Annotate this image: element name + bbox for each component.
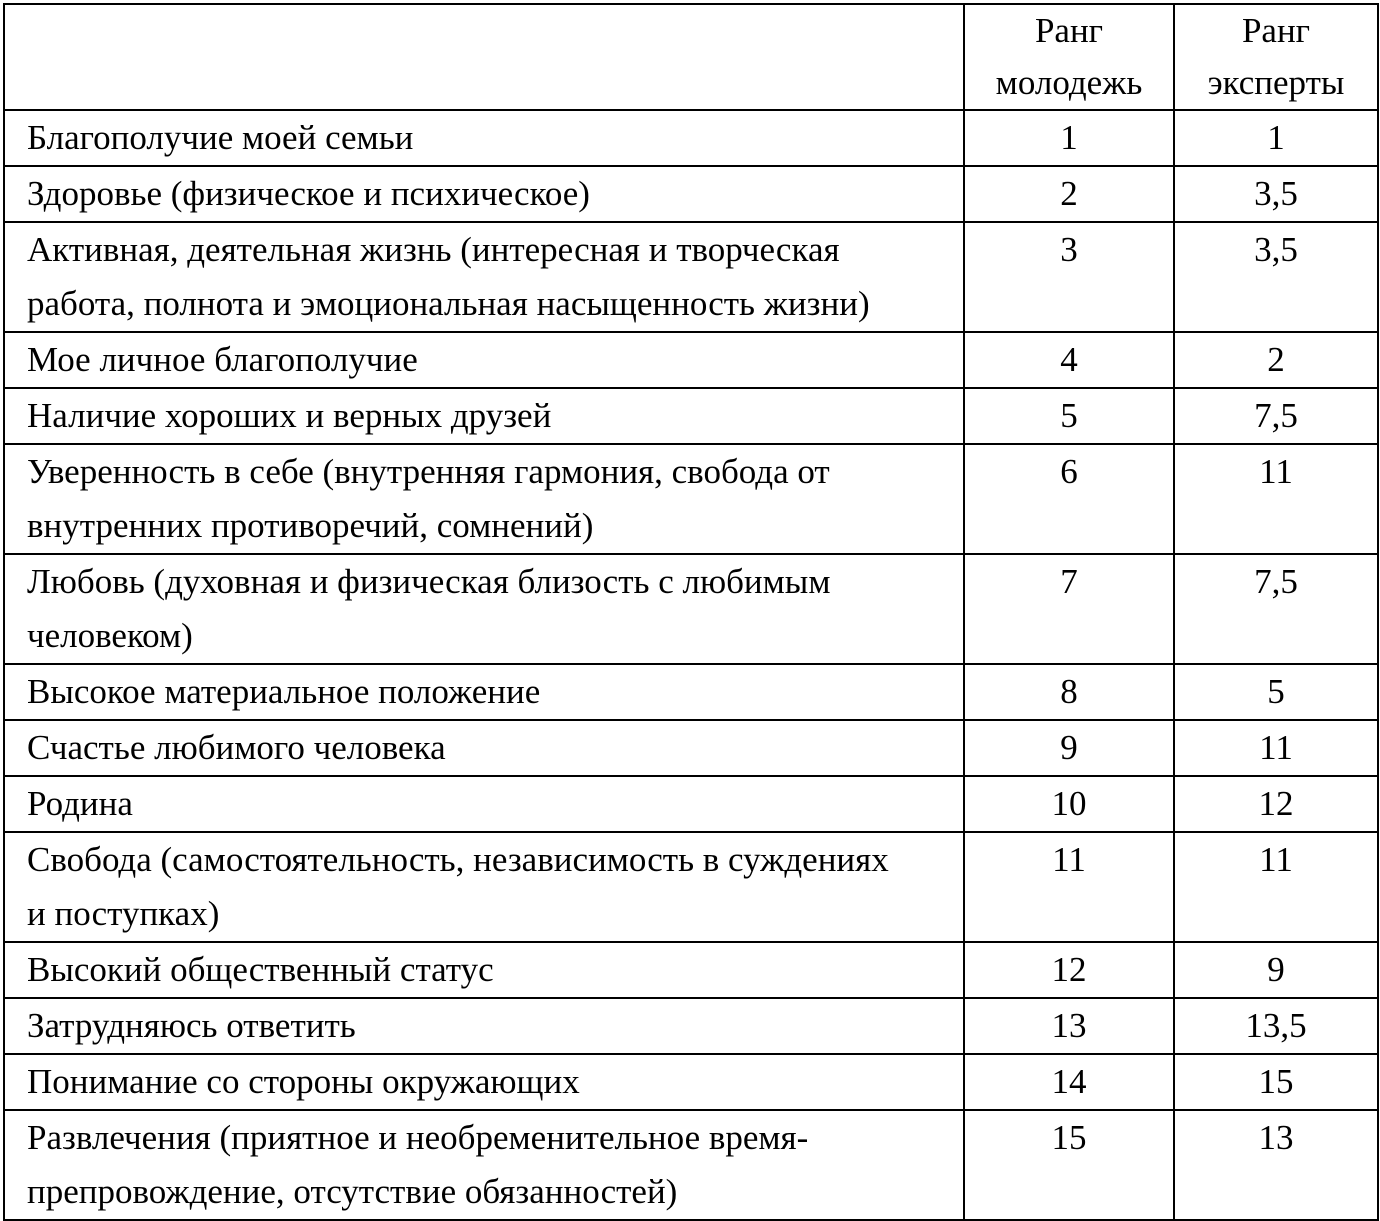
- header-value-cell: [4, 4, 964, 110]
- value-label: [4, 444, 964, 554]
- value-label-line: работа, полнота и эмоциональная насыщенность жизни): [27, 284, 870, 323]
- value-label-line: Развлечения (приятное и необременительное время-: [27, 1118, 809, 1157]
- table-row: [4, 664, 1378, 720]
- value-label: [4, 222, 964, 332]
- value-label-line: внутренних противоречий, сомнений): [27, 506, 594, 545]
- experts-rank-value: 7,5: [1174, 554, 1378, 664]
- experts-rank-value: 11: [1174, 444, 1378, 554]
- experts-rank-value: 5: [1174, 664, 1378, 720]
- rank-table-container: [3, 3, 1379, 1221]
- youth-rank-value: 3: [964, 222, 1174, 332]
- value-label-line: Наличие хороших и верных друзей: [27, 396, 552, 435]
- youth-rank-value: 7: [964, 554, 1174, 664]
- value-label-line: Любовь (духовная и физическая близость с любимым: [27, 562, 831, 601]
- value-rank-table: [3, 3, 1379, 1221]
- table-row: [4, 832, 1378, 942]
- table-row: [4, 332, 1378, 388]
- value-label-line: Активная, деятельная жизнь (интересная и творческая: [27, 230, 840, 269]
- value-label: [4, 388, 964, 444]
- header-experts-rank: [1174, 4, 1378, 110]
- value-label: [4, 998, 964, 1054]
- experts-rank-value: 3,5: [1174, 166, 1378, 222]
- value-label: [4, 332, 964, 388]
- value-label-line: и поступках): [27, 894, 220, 933]
- header-youth-line-1: Ранг: [1034, 11, 1104, 50]
- table-row: [4, 776, 1378, 832]
- value-label: [4, 720, 964, 776]
- header-experts-line-2: эксперты: [1207, 63, 1345, 102]
- value-label-line: Счастье любимого человека: [27, 728, 446, 767]
- youth-rank-value: 4: [964, 332, 1174, 388]
- table-row: [4, 388, 1378, 444]
- value-label-line: препровождение, отсутствие обязанностей): [27, 1172, 678, 1211]
- youth-rank-value: 11: [964, 832, 1174, 942]
- table-row: [4, 1110, 1378, 1220]
- experts-rank-value: 9: [1174, 942, 1378, 998]
- experts-rank-value: 7,5: [1174, 388, 1378, 444]
- youth-rank-value: 8: [964, 664, 1174, 720]
- youth-rank-value: 13: [964, 998, 1174, 1054]
- table-row: [4, 942, 1378, 998]
- value-label-line: Мое личное благополучие: [27, 340, 418, 379]
- value-label-line: Благополучие моей семьи: [27, 118, 414, 157]
- youth-rank-value: 14: [964, 1054, 1174, 1110]
- youth-rank-value: 2: [964, 166, 1174, 222]
- table-row: [4, 998, 1378, 1054]
- table-row: [4, 1054, 1378, 1110]
- value-label-line: Здоровье (физическое и психическое): [27, 174, 590, 213]
- table-row: [4, 222, 1378, 332]
- experts-rank-value: 13: [1174, 1110, 1378, 1220]
- table-row: [4, 444, 1378, 554]
- value-label: [4, 832, 964, 942]
- header-youth-rank: [964, 4, 1174, 110]
- value-label-line: Родина: [27, 784, 133, 823]
- table-row: [4, 110, 1378, 166]
- youth-rank-value: 9: [964, 720, 1174, 776]
- youth-rank-value: 6: [964, 444, 1174, 554]
- value-label-line: человеком): [27, 616, 193, 655]
- experts-rank-value: 2: [1174, 332, 1378, 388]
- header-row: [4, 4, 1378, 110]
- value-label: [4, 1110, 964, 1220]
- value-label-line: Уверенность в себе (внутренняя гармония, свобода от: [27, 452, 830, 491]
- value-label-line: Свобода (самостоятельность, независимость в суждениях: [27, 840, 889, 879]
- value-label: [4, 1054, 964, 1110]
- value-label: [4, 942, 964, 998]
- value-label-line: Высокий общественный статус: [27, 950, 494, 989]
- value-label: [4, 776, 964, 832]
- header-youth-line-2: молодежь: [995, 63, 1143, 102]
- youth-rank-value: 1: [964, 110, 1174, 166]
- experts-rank-value: 12: [1174, 776, 1378, 832]
- header-experts-line-1: Ранг: [1241, 11, 1311, 50]
- table-row: [4, 720, 1378, 776]
- table-body: [4, 110, 1378, 1220]
- table-row: [4, 554, 1378, 664]
- value-label-line: Высокое материальное положение: [27, 672, 541, 711]
- youth-rank-value: 12: [964, 942, 1174, 998]
- value-label: [4, 664, 964, 720]
- value-label-line: Затрудняюсь ответить: [27, 1006, 356, 1045]
- value-label: [4, 110, 964, 166]
- value-label-line: Понимание со стороны окружающих: [27, 1062, 580, 1101]
- table-row: [4, 166, 1378, 222]
- experts-rank-value: 15: [1174, 1054, 1378, 1110]
- experts-rank-value: 1: [1174, 110, 1378, 166]
- experts-rank-value: 11: [1174, 832, 1378, 942]
- value-label: [4, 554, 964, 664]
- youth-rank-value: 5: [964, 388, 1174, 444]
- experts-rank-value: 11: [1174, 720, 1378, 776]
- youth-rank-value: 15: [964, 1110, 1174, 1220]
- value-label: [4, 166, 964, 222]
- experts-rank-value: 13,5: [1174, 998, 1378, 1054]
- experts-rank-value: 3,5: [1174, 222, 1378, 332]
- youth-rank-value: 10: [964, 776, 1174, 832]
